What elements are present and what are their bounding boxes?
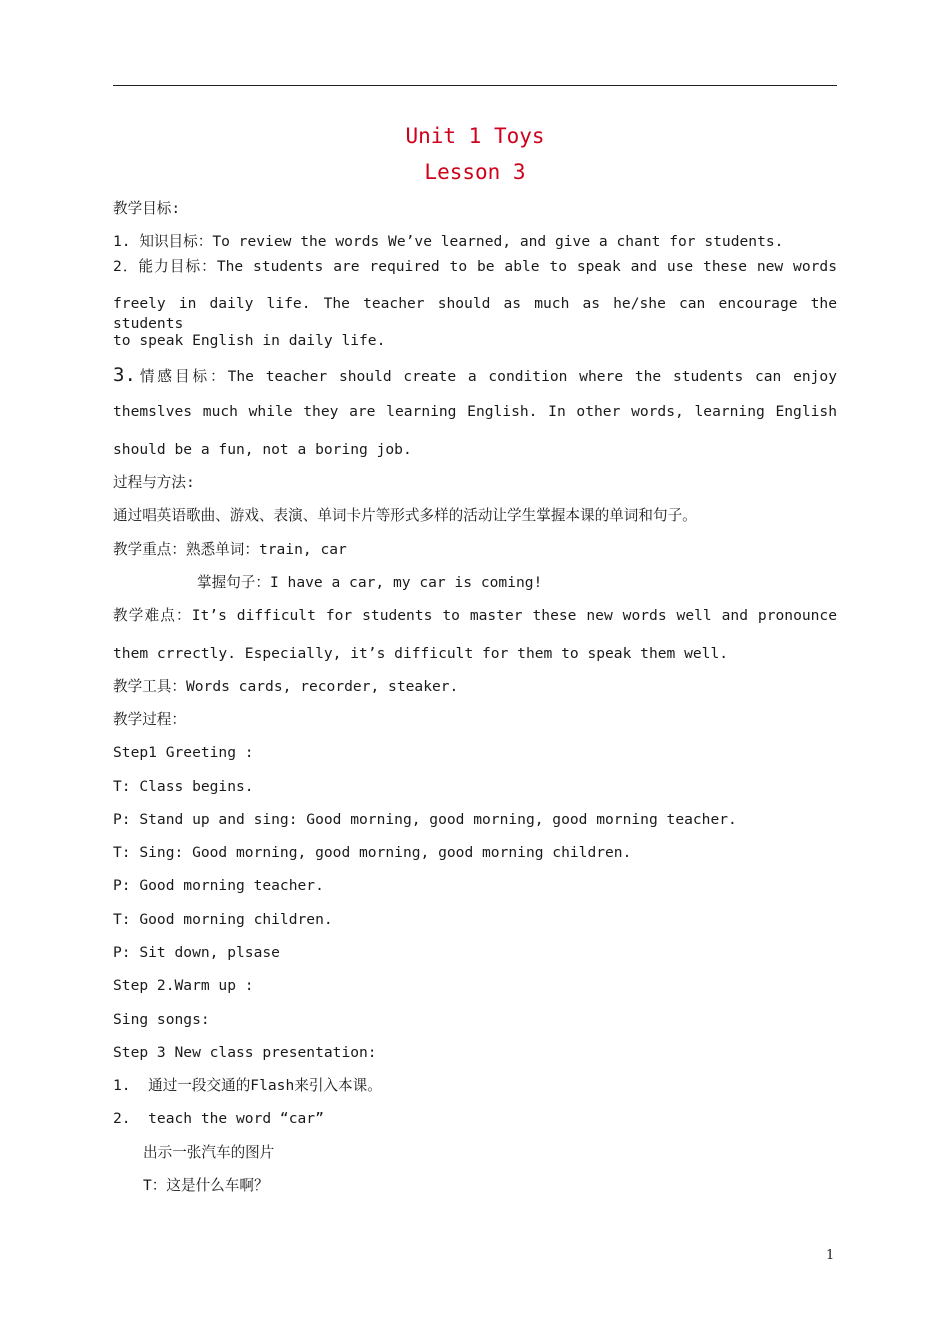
text-line: themslves much while they are learning English. In other words, learning English	[113, 403, 837, 420]
text-line: 2．能力目标：The students are required to be able to speak and use these new words	[113, 258, 837, 275]
text-line: P: Good morning teacher.	[113, 877, 324, 894]
text-line: T：这是什么车啊？	[143, 1177, 269, 1194]
text-line: T: Class begins.	[113, 778, 254, 795]
text-line: them crrectly. Especially, it’s difficult for them to speak them well.	[113, 645, 729, 662]
text-line: 2. teach the word “car”	[113, 1110, 324, 1127]
text-line: 教学重点：熟悉单词：train, car	[113, 541, 347, 558]
page-number: 1	[826, 1248, 835, 1263]
text-line: 教学目标:	[113, 200, 181, 217]
text-line: to speak English in daily life.	[113, 332, 386, 349]
text-line: 教学工具：Words cards, recorder, steaker.	[113, 678, 459, 695]
text-line: freely in daily life. The teacher should as much as he/she can encourage the students	[113, 295, 837, 332]
text-line: P: Sit down, plsase	[113, 944, 280, 961]
text-line: Step1 Greeting :	[113, 744, 254, 761]
text-line: 通过唱英语歌曲、游戏、表演、单词卡片等形式多样的活动让学生掌握本课的单词和句子。	[113, 507, 697, 524]
text-line: 教学过程：	[113, 711, 186, 728]
text-line: 出示一张汽车的图片	[143, 1144, 275, 1161]
text-line: 1. 知识目标：To review the words We’ve learned, and give a chant for students.	[113, 233, 784, 250]
text-line: T: Sing: Good morning, good morning, good morning children.	[113, 844, 632, 861]
text-line	[113, 365, 837, 387]
text-line: P: Stand up and sing: Good morning, good morning, good morning teacher.	[113, 811, 737, 828]
text-line: 1. 通过一段交通的Flash来引入本课。	[113, 1077, 382, 1094]
document-subtitle: Lesson 3	[424, 160, 526, 184]
text-line: Step 2.Warm up :	[113, 977, 254, 994]
text-line: Sing songs:	[113, 1011, 210, 1028]
header-rule	[113, 85, 837, 86]
text-line: 教学难点：It’s difficult for students to master these new words well and pronounce	[113, 607, 837, 624]
text-line: 过程与方法:	[113, 474, 195, 491]
text-line: should be a fun, not a boring job.	[113, 441, 412, 458]
text-line: Step 3 New class presentation:	[113, 1044, 377, 1061]
list-number: 3.	[113, 364, 136, 386]
text-line-content: 情感目标：The teacher should create a condition where the students can enjoy	[139, 368, 837, 385]
text-line: 掌握句子：I have a car, my car is coming!	[197, 574, 543, 591]
text-line: T: Good morning children.	[113, 911, 333, 928]
document-title: Unit 1 Toys	[405, 124, 545, 148]
